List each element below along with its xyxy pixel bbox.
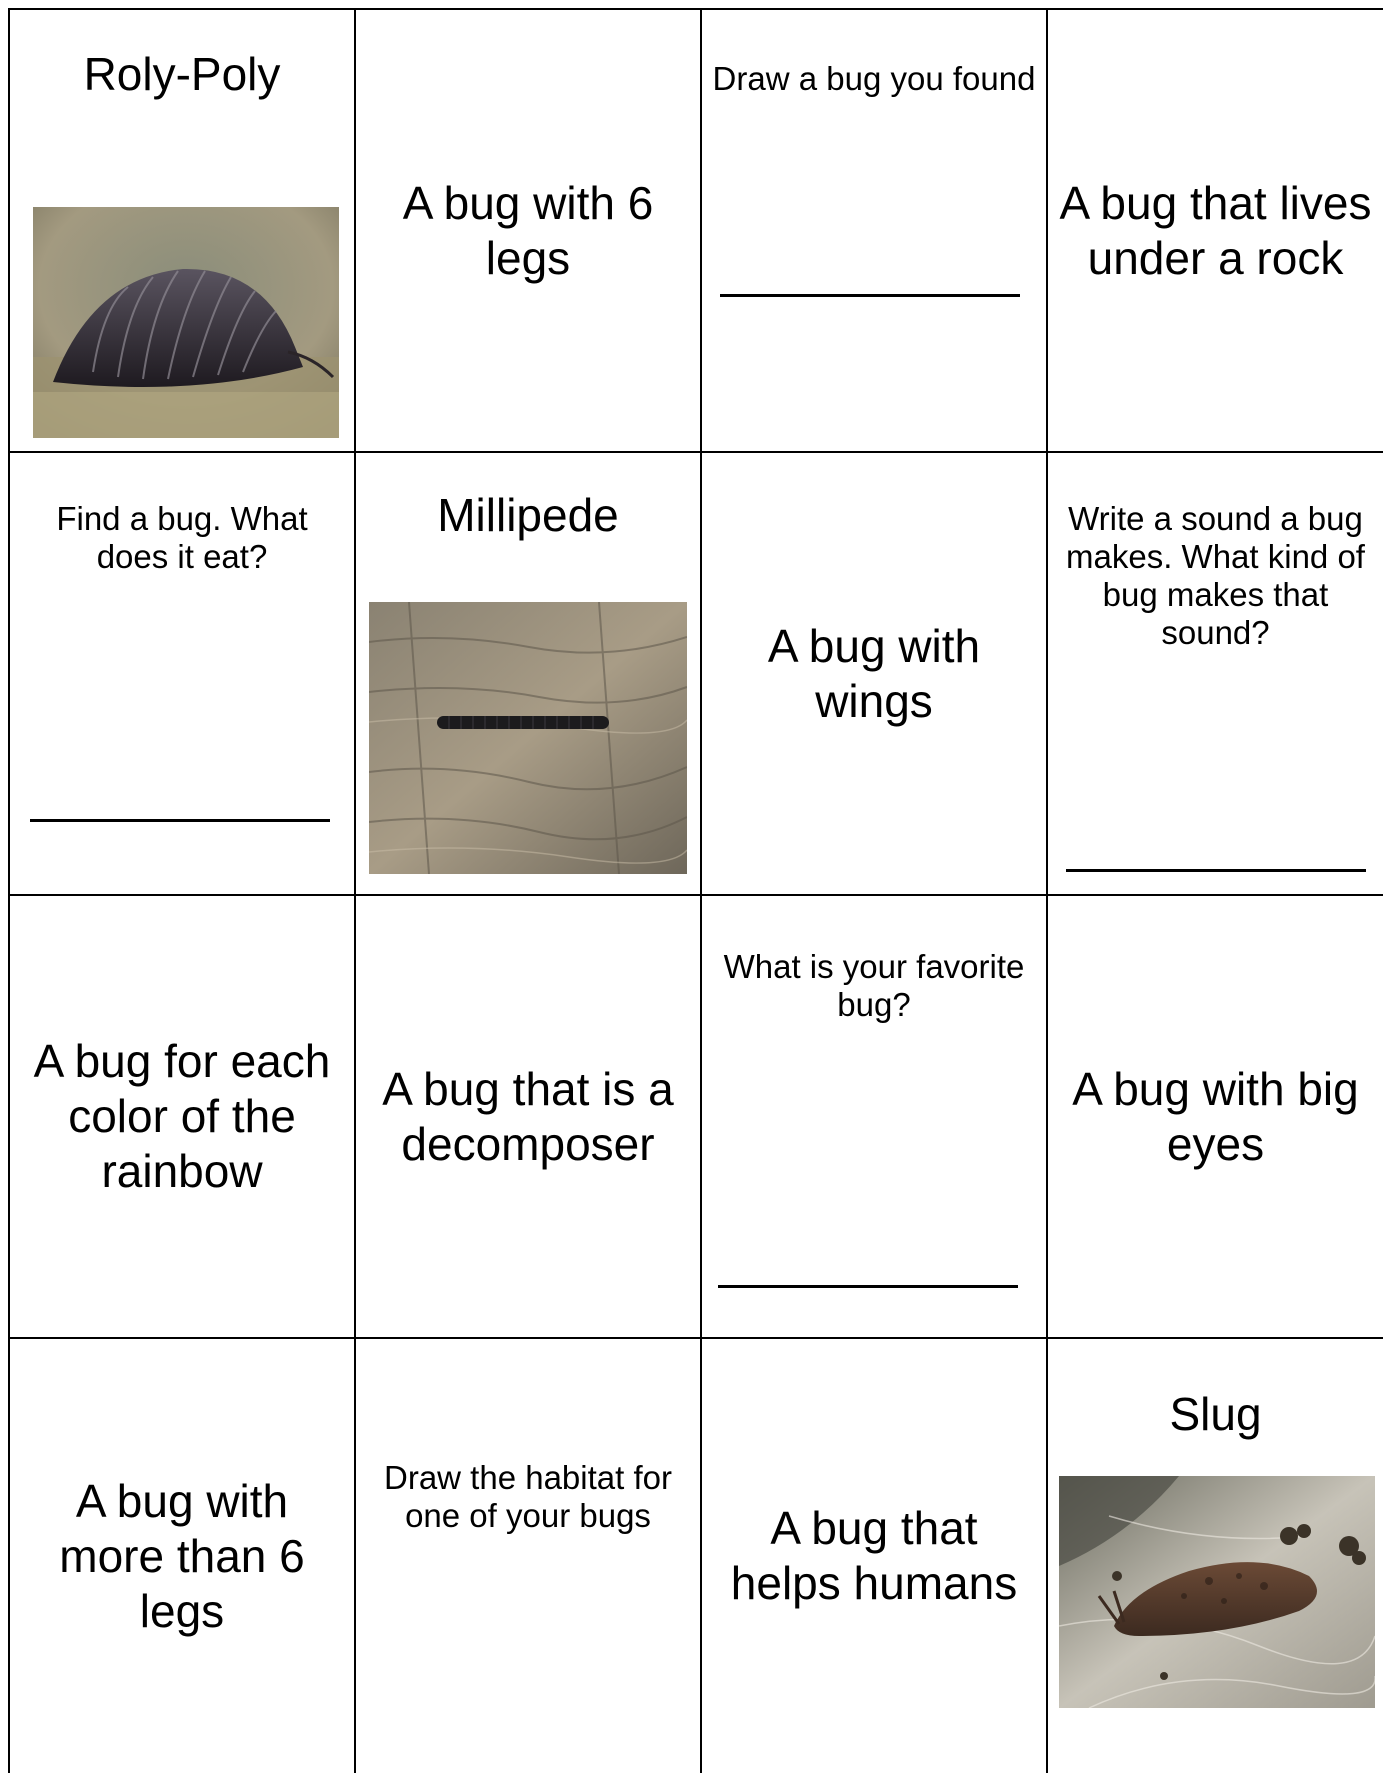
prompt-text: A bug that lives under a rock	[1059, 176, 1372, 284]
cell-roly-poly[interactable]	[10, 10, 356, 453]
cell-what-eat[interactable]	[10, 453, 356, 896]
answer-line[interactable]	[718, 1285, 1018, 1288]
cell-slug[interactable]	[1048, 1339, 1383, 1773]
cell-bug-sound[interactable]	[1048, 453, 1383, 896]
cell-rainbow[interactable]	[10, 896, 356, 1339]
cell-big-eyes[interactable]	[1048, 896, 1383, 1339]
prompt-text: Find a bug. What does it eat?	[56, 500, 308, 575]
slug-photo	[1059, 1476, 1375, 1708]
cell-title: Slug	[1169, 1388, 1262, 1440]
cell-favorite-bug[interactable]	[702, 896, 1048, 1339]
prompt-text: Draw the habitat for one of your bugs	[384, 1459, 672, 1534]
prompt-text: A bug with 6 legs	[402, 176, 654, 284]
cell-under-rock[interactable]	[1048, 10, 1383, 453]
cell-millipede[interactable]	[356, 453, 702, 896]
millipede-photo	[369, 602, 687, 874]
prompt-text: A bug with more than 6 legs	[59, 1474, 305, 1637]
cell-draw-bug[interactable]	[702, 10, 1048, 453]
cell-helps-humans[interactable]	[702, 1339, 1048, 1773]
prompt-text: Write a sound a bug makes. What kind of bug makes that sound?	[1066, 500, 1365, 651]
cell-more-legs[interactable]	[10, 1339, 356, 1773]
prompt-text: What is your favorite bug?	[723, 948, 1025, 1023]
cell-decomposer[interactable]	[356, 896, 702, 1339]
cell-wings[interactable]	[702, 453, 1048, 896]
prompt-text: A bug that is a decomposer	[382, 1062, 674, 1170]
prompt-text: A bug with big eyes	[1072, 1062, 1359, 1170]
answer-line[interactable]	[1066, 869, 1366, 872]
prompt-text: A bug for each color of the rainbow	[33, 1035, 331, 1197]
prompt-text: Draw a bug you found	[712, 60, 1036, 97]
prompt-text: A bug that helps humans	[730, 1502, 1018, 1609]
roly-poly-photo	[33, 207, 339, 438]
prompt-text: A bug with wings	[767, 619, 981, 727]
cell-title: Millipede	[437, 489, 619, 541]
cell-habitat[interactable]	[356, 1339, 702, 1773]
answer-line[interactable]	[30, 819, 330, 822]
cell-title: Roly-Poly	[83, 48, 281, 100]
cell-six-legs[interactable]	[356, 10, 702, 453]
bug-hunt-grid	[8, 8, 1383, 1773]
answer-line[interactable]	[720, 294, 1020, 297]
